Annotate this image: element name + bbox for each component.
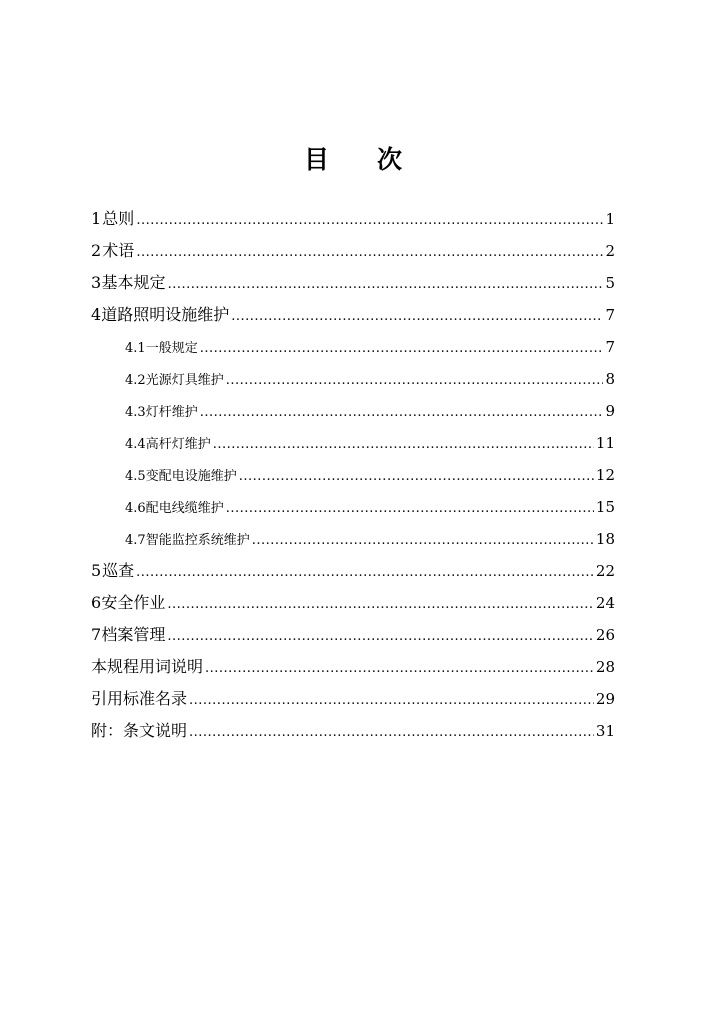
toc-entry[interactable] bbox=[91, 235, 615, 267]
toc-entry-page: 29 bbox=[595, 690, 615, 708]
toc-subentry[interactable] bbox=[91, 395, 615, 427]
toc-leader-dots bbox=[231, 301, 603, 333]
toc-entry-number: 4.4 bbox=[125, 437, 146, 452]
toc-leader-dots bbox=[189, 717, 594, 749]
toc-entry-number: 4.6 bbox=[125, 501, 146, 516]
toc-leader-dots bbox=[200, 333, 604, 365]
toc-entry-label: 档案管理 bbox=[101, 625, 166, 644]
toc-entry-label: 基本规定 bbox=[101, 273, 166, 292]
toc-entry-page: 11 bbox=[595, 434, 615, 452]
toc-entry-number: 2 bbox=[91, 241, 102, 260]
toc-entry-page: 9 bbox=[605, 402, 615, 420]
toc-entry[interactable] bbox=[91, 715, 615, 747]
toc-entry-number: 4 bbox=[91, 305, 102, 324]
toc-entry[interactable] bbox=[91, 555, 615, 587]
toc-entry-number: 4.5 bbox=[125, 469, 146, 484]
toc-entry-page: 12 bbox=[595, 466, 615, 484]
toc-subentry[interactable] bbox=[91, 331, 615, 363]
toc-entry-number: 4.3 bbox=[125, 405, 146, 420]
toc-entry[interactable] bbox=[91, 267, 615, 299]
toc-entry-label: 灯杆维护 bbox=[145, 405, 198, 420]
toc-entry-label: 附：条文说明 bbox=[91, 721, 188, 740]
toc-subentry[interactable] bbox=[91, 523, 615, 555]
toc-entry[interactable] bbox=[91, 651, 615, 683]
toc-entry-page: 5 bbox=[605, 274, 615, 292]
toc-entry-number: 7 bbox=[91, 625, 102, 644]
toc-entry-number: 3 bbox=[91, 273, 102, 292]
toc-entry-label: 总则 bbox=[102, 209, 135, 228]
toc-leader-dots bbox=[205, 653, 594, 685]
toc-entry-number: 4.1 bbox=[125, 341, 146, 356]
toc-leader-dots bbox=[136, 557, 594, 589]
toc-entry-page: 31 bbox=[595, 722, 615, 740]
toc-entry-label: 配电线缆维护 bbox=[145, 501, 224, 516]
toc-entry-page: 2 bbox=[605, 242, 615, 260]
toc-entry-page: 1 bbox=[605, 210, 615, 228]
toc-entry-number: 4.2 bbox=[125, 373, 146, 388]
toc-entry-label: 道路照明设施维护 bbox=[101, 305, 230, 324]
toc-subentry[interactable] bbox=[91, 427, 615, 459]
toc-entry-page: 15 bbox=[595, 498, 615, 516]
toc-entry-page: 7 bbox=[605, 338, 615, 356]
toc-entry-label: 本规程用词说明 bbox=[91, 657, 204, 676]
toc-entry-page: 24 bbox=[595, 594, 615, 612]
toc-leader-dots bbox=[226, 365, 604, 397]
toc-entry[interactable] bbox=[91, 683, 615, 715]
toc-entry-label: 变配电设施维护 bbox=[145, 469, 237, 484]
toc-leader-dots bbox=[168, 269, 604, 301]
toc-entry-page: 8 bbox=[605, 370, 615, 388]
toc-entry-label: 光源灯具维护 bbox=[145, 373, 224, 388]
toc-leader-dots bbox=[213, 429, 594, 461]
toc-leader-dots bbox=[136, 205, 603, 237]
toc-leader-dots bbox=[200, 397, 604, 429]
toc-leader-dots bbox=[252, 525, 594, 557]
toc-entry-label: 智能监控系统维护 bbox=[145, 533, 250, 548]
toc-entry-page: 28 bbox=[595, 658, 615, 676]
toc-subentry[interactable] bbox=[91, 491, 615, 523]
toc-entry-label: 安全作业 bbox=[101, 593, 166, 612]
toc-entry[interactable] bbox=[91, 299, 615, 331]
toc-entry-number: 6 bbox=[91, 593, 102, 612]
toc-entry-number: 1 bbox=[91, 209, 102, 228]
toc-leader-dots bbox=[167, 589, 594, 621]
toc-leader-dots bbox=[239, 461, 594, 493]
toc-leader-dots bbox=[189, 685, 594, 717]
toc-entry[interactable] bbox=[91, 203, 615, 235]
toc-entry-page: 7 bbox=[605, 306, 615, 324]
toc-entry-number: 4.7 bbox=[125, 533, 146, 548]
toc-entry-label: 巡查 bbox=[102, 561, 135, 580]
toc-leader-dots bbox=[167, 621, 594, 653]
toc-entry-page: 18 bbox=[595, 530, 615, 548]
toc-leader-dots bbox=[136, 237, 603, 269]
toc-subentry[interactable] bbox=[91, 363, 615, 395]
toc-entry-page: 26 bbox=[595, 626, 615, 644]
toc-entry-page: 22 bbox=[595, 562, 615, 580]
toc-entry[interactable] bbox=[91, 587, 615, 619]
toc-entry-label: 术语 bbox=[102, 241, 135, 260]
toc-subentry[interactable] bbox=[91, 459, 615, 491]
table-of-contents bbox=[91, 203, 615, 747]
toc-entry-label: 引用标准名录 bbox=[91, 689, 188, 708]
page-title bbox=[0, 140, 706, 176]
toc-entry-label: 一般规定 bbox=[145, 341, 198, 356]
toc-entry[interactable] bbox=[91, 619, 615, 651]
toc-entry-number: 5 bbox=[91, 561, 102, 580]
toc-entry-label: 高杆灯维护 bbox=[145, 437, 211, 452]
title-right-char: 次 bbox=[377, 145, 403, 174]
toc-leader-dots bbox=[226, 493, 594, 525]
title-left-char: 目 bbox=[303, 145, 329, 174]
